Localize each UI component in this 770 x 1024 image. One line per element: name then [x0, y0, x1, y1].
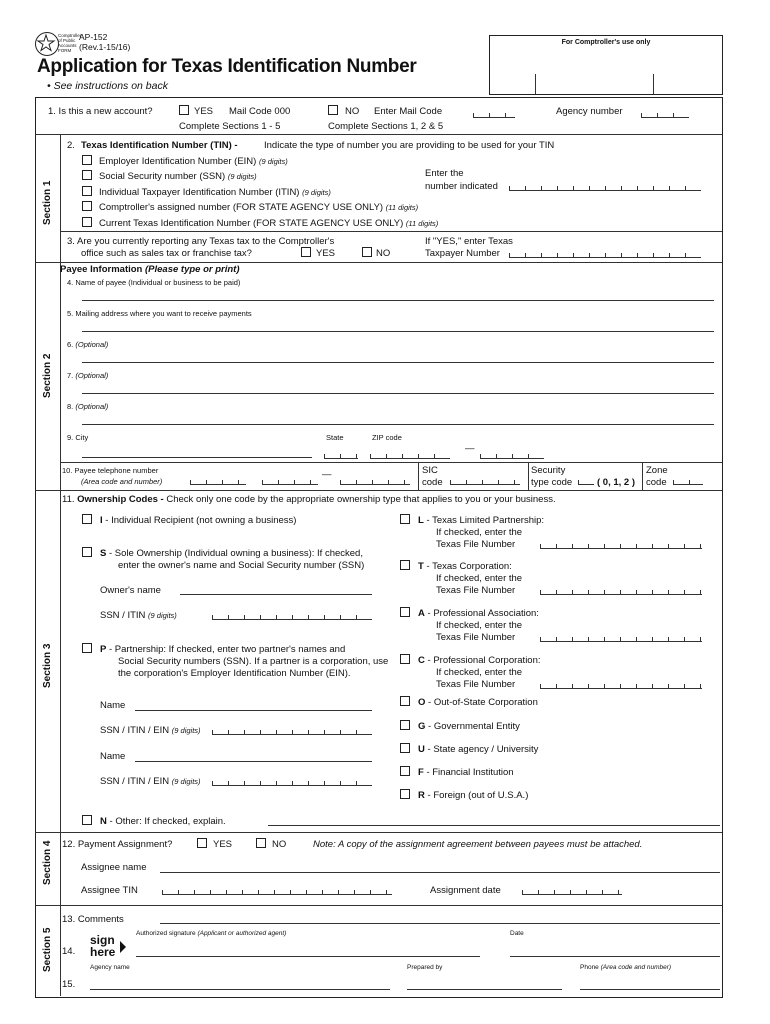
comptroller-use-label: For Comptroller's use only [561, 39, 651, 46]
C-file-number-input[interactable] [540, 682, 702, 689]
q1-label: 1. Is this a new account? [48, 106, 153, 117]
phone-area-input[interactable] [190, 478, 246, 485]
payee-name-input[interactable] [82, 300, 714, 301]
assignee-name-label: Assignee name [81, 862, 147, 873]
own-S-checkbox[interactable] [82, 547, 92, 557]
zip-label: ZIP code [372, 433, 402, 442]
enter-the-label: Enter the [425, 168, 464, 179]
own-U-checkbox[interactable] [400, 743, 410, 753]
zip-input[interactable] [370, 452, 450, 459]
q12-note: Note: A copy of the assignment agreement between payees must be attached. [313, 839, 643, 850]
zip-ext-input[interactable] [480, 452, 544, 459]
own-L-line3: Texas File Number [436, 539, 516, 550]
own-A-line3: Texas File Number [436, 632, 516, 643]
optional-7-input[interactable] [82, 393, 714, 394]
auth-sig-label: Authorized signature (Applicant or authorized agent) [136, 930, 287, 937]
tin-itin-checkbox[interactable] [82, 186, 92, 196]
own-L-label: L - Texas Limited Partnership: [418, 515, 545, 526]
assignee-name-input[interactable] [160, 872, 720, 873]
if-yes-label: If "YES," enter Texas [425, 236, 513, 247]
own-A-checkbox[interactable] [400, 607, 410, 617]
section-3-label: Section 3 [42, 643, 53, 688]
q12-no-label: NO [272, 839, 287, 850]
partner2-name-input[interactable] [135, 761, 372, 762]
sign-arrow-icon [120, 941, 126, 953]
tin-ssn-label: Social Security number (SSN) (9 digits) [99, 171, 257, 182]
q3-no-label: NO [376, 248, 391, 259]
own-O-checkbox[interactable] [400, 696, 410, 706]
q5-label: 5. Mailing address where you want to receive payments [67, 309, 252, 318]
comptroller-use-box [489, 35, 723, 95]
taxpayer-number-label: Taxpayer Number [425, 248, 500, 259]
q14-label: 14. [62, 946, 76, 957]
zone-code-label: code [646, 477, 667, 488]
phone-prefix-input[interactable] [262, 478, 318, 485]
owners-name-input[interactable] [180, 594, 372, 595]
assignee-tin-label: Assignee TIN [81, 885, 138, 896]
own-I-checkbox[interactable] [82, 514, 92, 524]
section-1-label: Section 1 [42, 180, 53, 225]
tin-itin-label: Individual Taxpayer Identification Number (ITIN) (9 digits) [99, 187, 331, 198]
q3-no-checkbox[interactable] [362, 247, 372, 257]
partner2-ssn-input[interactable] [212, 779, 372, 786]
sign-label: sign [90, 933, 115, 947]
zone-code-input[interactable] [673, 478, 703, 485]
q2-desc: Indicate the type of number you are providing to be used for your TIN [264, 140, 555, 151]
mailing-address-input[interactable] [82, 331, 714, 332]
own-P-label: P - Partnership: If checked, enter two partner's names and [100, 644, 346, 655]
payee-info-header: Payee Information (Please type or print) [60, 264, 240, 275]
tin-comptroller-label: Comptroller's assigned number (FOR STATE AGENCY USE ONLY) (11 digits) [99, 202, 419, 213]
q4-label: 4. Name of payee (Individual or business to be paid) [67, 278, 241, 287]
q6-label: 6. (Optional) [67, 340, 109, 349]
partner1-name-label: Name [100, 700, 126, 711]
page-title: Application for Texas Identification Number [37, 56, 417, 77]
owners-name-label: Owner's name [100, 585, 161, 596]
signature-input[interactable] [136, 956, 480, 957]
own-P-checkbox[interactable] [82, 643, 92, 653]
mail-code-input[interactable] [473, 111, 515, 118]
security-type-input[interactable] [578, 478, 594, 485]
sic-code-input[interactable] [450, 478, 520, 485]
q12-yes-label: YES [213, 839, 233, 850]
own-I-label: I - Individual Recipient (not owning a business) [100, 515, 297, 526]
s-ssn-label: SSN / ITIN (9 digits) [100, 610, 177, 621]
own-P-line3: the corporation's Employer Identification Number (EIN). [118, 668, 351, 679]
own-T-line3: Texas File Number [436, 585, 516, 596]
q1-yes-label: YES [194, 106, 214, 117]
q1-enter-mail-code: Enter Mail Code [374, 106, 443, 117]
partner2-ssn-label: SSN / ITIN / EIN (9 digits) [100, 776, 201, 787]
own-G-label: G - Governmental Entity [418, 721, 520, 732]
partner1-name-input[interactable] [135, 710, 372, 711]
own-R-checkbox[interactable] [400, 789, 410, 799]
own-L-checkbox[interactable] [400, 514, 410, 524]
security-type-label: type code [531, 477, 573, 488]
phone-input[interactable] [580, 989, 720, 990]
own-U-label: U - State agency / University [418, 744, 539, 755]
seal-text: Comptroller of Public Accounts FORM [58, 33, 82, 53]
partner2-name-label: Name [100, 751, 126, 762]
date-label: Date [510, 930, 524, 937]
own-S-line2: enter the owner's name and Social Security number (SSN) [118, 560, 365, 571]
taxpayer-number-input[interactable] [509, 251, 701, 258]
prepared-by-input[interactable] [407, 989, 562, 990]
own-T-line2: If checked, enter the [436, 573, 523, 584]
q12-yes-checkbox[interactable] [197, 838, 207, 848]
q2-title: Texas Identification Number (TIN) - [81, 140, 238, 151]
assignment-date-input[interactable] [522, 888, 622, 895]
partner1-ssn-label: SSN / ITIN / EIN (9 digits) [100, 725, 201, 736]
sic-label: SIC [422, 465, 438, 476]
T-file-number-input[interactable] [540, 588, 702, 595]
own-C-checkbox[interactable] [400, 654, 410, 664]
tin-ein-label: Employer Identification Number (EIN) (9 digits) [99, 156, 288, 167]
q1-complete-1-2-5: Complete Sections 1, 2 & 5 [328, 121, 444, 132]
section-5-label: Section 5 [42, 927, 53, 972]
assignment-date-label: Assignment date [430, 885, 501, 896]
tin-ein-checkbox[interactable] [82, 155, 92, 165]
sic-code-label: code [422, 477, 443, 488]
zip-dash: — [465, 443, 475, 454]
phone-line-input[interactable] [340, 478, 410, 485]
security-values: ( 0, 1, 2 ) [597, 477, 636, 488]
comments-input[interactable] [160, 923, 720, 924]
tin-current-label: Current Texas Identification Number (FOR STATE AGENCY USE ONLY) (11 digits) [99, 218, 439, 229]
assignee-tin-input[interactable] [162, 888, 392, 895]
agency-name-label: Agency name [90, 964, 130, 971]
q11-header: 11. Ownership Codes - Check only one code by the appropriate ownership type that applies to you or your business. [62, 494, 556, 505]
own-A-label: A - Professional Association: [418, 608, 539, 619]
other-explain-input[interactable] [268, 825, 720, 826]
q15-label: 15. [62, 979, 76, 990]
L-file-number-input[interactable] [540, 542, 702, 549]
star-icon [35, 32, 57, 54]
q1-no-checkbox[interactable] [328, 105, 338, 115]
own-R-label: R - Foreign (out of U.S.A.) [418, 790, 529, 801]
state-input[interactable] [324, 452, 358, 459]
q1-yes-checkbox[interactable] [179, 105, 189, 115]
own-T-checkbox[interactable] [400, 560, 410, 570]
q3-yes-label: YES [316, 248, 336, 259]
own-N-label: N - Other: If checked, explain. [100, 816, 226, 827]
agency-number-input[interactable] [641, 111, 689, 118]
own-O-label: O - Out-of-State Corporation [418, 697, 538, 708]
own-N-checkbox[interactable] [82, 815, 92, 825]
phone-label: Phone (Area code and number) [580, 964, 672, 971]
own-F-checkbox[interactable] [400, 766, 410, 776]
s-ssn-input[interactable] [212, 613, 372, 620]
comptroller-seal [35, 32, 59, 56]
q13-label: 13. Comments [62, 914, 124, 925]
q3-line2: office such as sales tax or franchise tax? [81, 248, 252, 259]
security-label: Security [531, 465, 566, 476]
own-P-line2: Social Security numbers (SSN). If a partner is a corporation, use [118, 656, 389, 667]
q12-label: 12. Payment Assignment? [62, 839, 173, 850]
own-C-label: C - Professional Corporation: [418, 655, 541, 666]
q12-no-checkbox[interactable] [256, 838, 266, 848]
city-input[interactable] [82, 457, 312, 458]
tin-number-input[interactable] [509, 184, 701, 191]
prepared-by-label: Prepared by [407, 964, 443, 971]
q3-line1: 3. Are you currently reporting any Texas tax to the Comptroller's [67, 236, 335, 247]
section-2-label: Section 2 [42, 353, 53, 398]
agency-name-input[interactable] [90, 989, 390, 990]
q10-line1: 10. Payee telephone number [62, 466, 159, 475]
page-subtitle: • See instructions on back [47, 80, 168, 92]
own-A-line2: If checked, enter the [436, 620, 523, 631]
q3-yes-checkbox[interactable] [301, 247, 311, 257]
tin-current-checkbox[interactable] [82, 217, 92, 227]
q9-city-label: 9. City [67, 433, 89, 442]
q7-label: 7. (Optional) [67, 371, 109, 380]
phone-dash: — [322, 469, 332, 480]
form-revision: (Rev.1-15/16) [79, 42, 131, 52]
signature-date-input[interactable] [510, 956, 720, 957]
optional-8-input[interactable] [82, 424, 714, 425]
own-G-checkbox[interactable] [400, 720, 410, 730]
own-T-label: T - Texas Corporation: [418, 561, 512, 572]
tin-comptroller-checkbox[interactable] [82, 201, 92, 211]
q10-line2: (Area code and number) [81, 477, 163, 486]
form-number: AP-152 [79, 32, 108, 42]
section-4-label: Section 4 [42, 840, 53, 885]
partner1-ssn-input[interactable] [212, 728, 372, 735]
q1-mail-code-000: Mail Code 000 [229, 106, 291, 117]
own-S-label: S - Sole Ownership (Individual owning a business): If checked, [100, 548, 363, 559]
optional-6-input[interactable] [82, 362, 714, 363]
own-C-line3: Texas File Number [436, 679, 516, 690]
zone-label: Zone [646, 465, 668, 476]
own-L-line2: If checked, enter the [436, 527, 523, 538]
number-indicated-label: number indicated [425, 181, 498, 192]
own-C-line2: If checked, enter the [436, 667, 523, 678]
own-F-label: F - Financial Institution [418, 767, 514, 778]
q8-label: 8. (Optional) [67, 402, 109, 411]
q1-complete-1-5: Complete Sections 1 - 5 [179, 121, 281, 132]
tin-ssn-checkbox[interactable] [82, 170, 92, 180]
q2-number: 2. [67, 140, 75, 151]
here-label: here [90, 945, 116, 959]
state-label: State [326, 433, 344, 442]
A-file-number-input[interactable] [540, 635, 702, 642]
agency-number-label: Agency number [556, 106, 623, 117]
q1-no-label: NO [345, 106, 360, 117]
